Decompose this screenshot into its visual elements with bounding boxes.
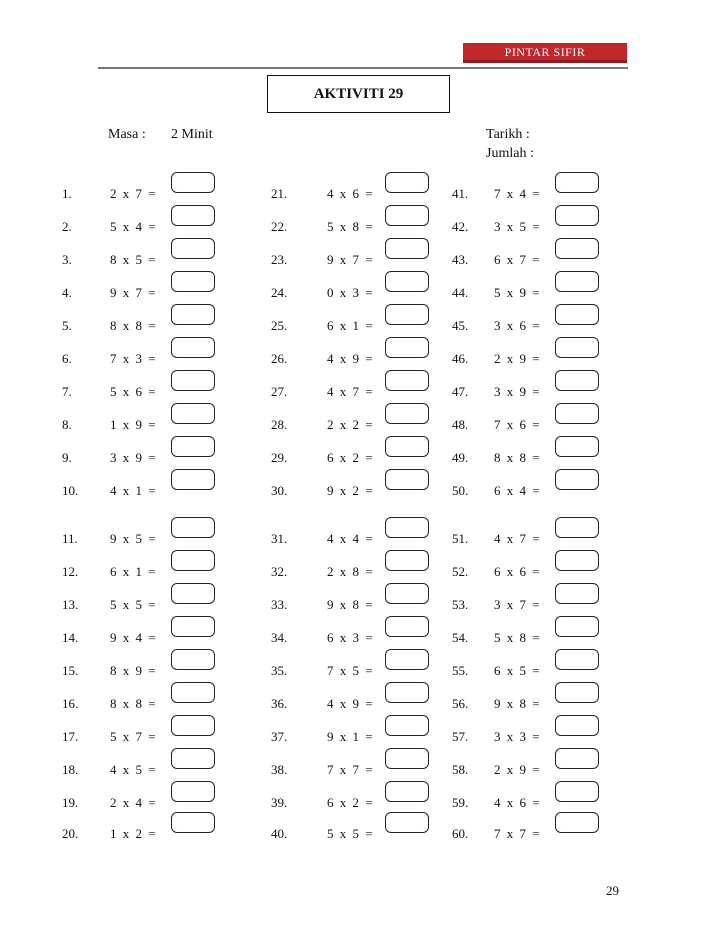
answer-box[interactable]: [385, 172, 429, 193]
problem-expression: 3 x 9 =: [110, 450, 156, 465]
problem-number: 26.: [271, 351, 288, 366]
problem-expression: 2 x 4 =: [110, 795, 156, 810]
problem-number: 60.: [452, 826, 469, 841]
problem-expression: 2 x 2 =: [327, 417, 373, 432]
problem-expression: 6 x 3 =: [327, 630, 373, 645]
problem-number: 17.: [62, 729, 79, 744]
answer-box[interactable]: [555, 781, 599, 802]
problem-number: 7.: [62, 384, 72, 399]
answer-box[interactable]: [171, 550, 215, 571]
problem-number: 47.: [452, 384, 469, 399]
answer-box[interactable]: [385, 469, 429, 490]
problem-expression: 6 x 1 =: [110, 564, 156, 579]
problem-expression: 8 x 8 =: [494, 450, 540, 465]
page-number: 29: [606, 883, 619, 898]
problem-number: 9.: [62, 450, 72, 465]
answer-box[interactable]: [555, 748, 599, 769]
problem-number: 21.: [271, 186, 288, 201]
answer-box[interactable]: [555, 715, 599, 736]
problem-number: 42.: [452, 219, 469, 234]
problem-number: 46.: [452, 351, 469, 366]
problem-number: 56.: [452, 696, 469, 711]
problem-number: 6.: [62, 351, 72, 366]
answer-box[interactable]: [171, 715, 215, 736]
answer-box[interactable]: [555, 550, 599, 571]
tarikh-label: Tarikh :: [486, 127, 530, 142]
problem-number: 11.: [62, 531, 78, 546]
problem-number: 48.: [452, 417, 469, 432]
problem-expression: 5 x 9 =: [494, 285, 540, 300]
problem-number: 51.: [452, 531, 469, 546]
answer-box[interactable]: [385, 436, 429, 457]
answer-box[interactable]: [555, 403, 599, 424]
problem-expression: 9 x 5 =: [110, 531, 156, 546]
problem-number: 14.: [62, 630, 79, 645]
problem-expression: 6 x 7 =: [494, 252, 540, 267]
answer-box[interactable]: [171, 238, 215, 259]
problem-number: 1.: [62, 186, 72, 201]
answer-box[interactable]: [555, 583, 599, 604]
problem-expression: 6 x 5 =: [494, 663, 540, 678]
problem-number: 35.: [271, 663, 288, 678]
problem-number: 12.: [62, 564, 79, 579]
jumlah-label: Jumlah :: [486, 146, 534, 161]
problem-expression: 8 x 8 =: [110, 696, 156, 711]
problem-expression: 4 x 1 =: [110, 483, 156, 498]
problem-number: 15.: [62, 663, 79, 678]
problem-number: 38.: [271, 762, 288, 777]
problem-expression: 5 x 5 =: [327, 826, 373, 841]
problem-number: 19.: [62, 795, 79, 810]
answer-box[interactable]: [171, 748, 215, 769]
problem-expression: 8 x 9 =: [110, 663, 156, 678]
problem-expression: 5 x 8 =: [327, 219, 373, 234]
problem-expression: 5 x 7 =: [110, 729, 156, 744]
problem-number: 20.: [62, 826, 79, 841]
problem-number: 16.: [62, 696, 79, 711]
problem-expression: 9 x 2 =: [327, 483, 373, 498]
answer-box[interactable]: [385, 403, 429, 424]
answer-box[interactable]: [385, 271, 429, 292]
problem-number: 52.: [452, 564, 469, 579]
problem-number: 24.: [271, 285, 288, 300]
answer-box[interactable]: [385, 649, 429, 670]
answer-box[interactable]: [385, 205, 429, 226]
answer-box[interactable]: [555, 238, 599, 259]
answer-box[interactable]: [555, 370, 599, 391]
answer-box[interactable]: [555, 172, 599, 193]
page-title: AKTIVITI 29: [313, 86, 404, 102]
problem-number: 5.: [62, 318, 72, 333]
answer-box[interactable]: [555, 682, 599, 703]
answer-box[interactable]: [385, 616, 429, 637]
problem-expression: 0 x 3 =: [327, 285, 373, 300]
answer-box[interactable]: [385, 812, 429, 833]
problem-number: 30.: [271, 483, 288, 498]
answer-box[interactable]: [171, 337, 215, 358]
answer-box[interactable]: [171, 616, 215, 637]
problem-expression: 2 x 7 =: [110, 186, 156, 201]
answer-box[interactable]: [171, 812, 215, 833]
problem-number: 28.: [271, 417, 288, 432]
problem-expression: 3 x 7 =: [494, 597, 540, 612]
problem-number: 29.: [271, 450, 288, 465]
problem-expression: 9 x 4 =: [110, 630, 156, 645]
problem-expression: 5 x 4 =: [110, 219, 156, 234]
problem-number: 55.: [452, 663, 469, 678]
problem-number: 41.: [452, 186, 469, 201]
problem-number: 34.: [271, 630, 288, 645]
answer-box[interactable]: [385, 748, 429, 769]
answer-box[interactable]: [385, 370, 429, 391]
problem-number: 13.: [62, 597, 79, 612]
problem-expression: 4 x 6 =: [327, 186, 373, 201]
answer-box[interactable]: [171, 271, 215, 292]
answer-box[interactable]: [555, 205, 599, 226]
problem-expression: 3 x 6 =: [494, 318, 540, 333]
problem-expression: 9 x 7 =: [110, 285, 156, 300]
header-tag-label: PINTAR SIFIR: [504, 45, 586, 59]
problem-expression: 1 x 9 =: [110, 417, 156, 432]
problem-expression: 3 x 5 =: [494, 219, 540, 234]
problem-number: 53.: [452, 597, 469, 612]
problem-expression: 9 x 8 =: [327, 597, 373, 612]
problem-number: 33.: [271, 597, 288, 612]
problem-number: 18.: [62, 762, 79, 777]
answer-box[interactable]: [385, 238, 429, 259]
problem-number: 10.: [62, 483, 79, 498]
problem-number: 36.: [271, 696, 288, 711]
answer-box[interactable]: [555, 812, 599, 833]
problem-number: 59.: [452, 795, 469, 810]
problem-expression: 4 x 7 =: [494, 531, 540, 546]
problem-expression: 2 x 8 =: [327, 564, 373, 579]
problem-expression: 7 x 6 =: [494, 417, 540, 432]
problem-expression: 4 x 6 =: [494, 795, 540, 810]
answer-box[interactable]: [171, 436, 215, 457]
problem-expression: 6 x 2 =: [327, 450, 373, 465]
masa-value: 2 Minit: [171, 127, 213, 142]
problem-number: 27.: [271, 384, 288, 399]
answer-box[interactable]: [385, 682, 429, 703]
problem-expression: 6 x 4 =: [494, 483, 540, 498]
problem-expression: 5 x 8 =: [494, 630, 540, 645]
problem-number: 3.: [62, 252, 72, 267]
problem-number: 37.: [271, 729, 288, 744]
problem-expression: 6 x 2 =: [327, 795, 373, 810]
problem-expression: 6 x 6 =: [494, 564, 540, 579]
problem-number: 45.: [452, 318, 469, 333]
answer-box[interactable]: [385, 517, 429, 538]
problem-expression: 7 x 4 =: [494, 186, 540, 201]
problem-expression: 2 x 9 =: [494, 762, 540, 777]
problem-number: 43.: [452, 252, 469, 267]
problem-number: 58.: [452, 762, 469, 777]
problem-expression: 5 x 6 =: [110, 384, 156, 399]
answer-box[interactable]: [171, 370, 215, 391]
problem-expression: 4 x 5 =: [110, 762, 156, 777]
answer-box[interactable]: [385, 304, 429, 325]
answer-box[interactable]: [171, 469, 215, 490]
answer-box[interactable]: [555, 436, 599, 457]
problem-expression: 8 x 5 =: [110, 252, 156, 267]
problem-expression: 7 x 7 =: [327, 762, 373, 777]
problem-expression: 4 x 4 =: [327, 531, 373, 546]
answer-box[interactable]: [171, 583, 215, 604]
problem-number: 4.: [62, 285, 72, 300]
problem-expression: 6 x 1 =: [327, 318, 373, 333]
answer-box[interactable]: [171, 205, 215, 226]
problem-number: 57.: [452, 729, 469, 744]
problem-number: 49.: [452, 450, 469, 465]
problem-expression: 2 x 9 =: [494, 351, 540, 366]
problem-expression: 9 x 8 =: [494, 696, 540, 711]
problem-number: 32.: [271, 564, 288, 579]
problem-number: 54.: [452, 630, 469, 645]
answer-box[interactable]: [555, 517, 599, 538]
problem-expression: 1 x 2 =: [110, 826, 156, 841]
problem-expression: 4 x 9 =: [327, 696, 373, 711]
problem-expression: 7 x 7 =: [494, 826, 540, 841]
answer-box[interactable]: [555, 649, 599, 670]
problem-number: 40.: [271, 826, 288, 841]
problem-number: 44.: [452, 285, 469, 300]
answer-box[interactable]: [385, 550, 429, 571]
problem-number: 22.: [271, 219, 288, 234]
answer-box[interactable]: [171, 649, 215, 670]
problem-number: 23.: [271, 252, 288, 267]
answer-box[interactable]: [171, 517, 215, 538]
problem-expression: 4 x 7 =: [327, 384, 373, 399]
problem-expression: 8 x 8 =: [110, 318, 156, 333]
answer-box[interactable]: [555, 337, 599, 358]
problem-number: 2.: [62, 219, 72, 234]
answer-box[interactable]: [555, 616, 599, 637]
answer-box[interactable]: [385, 583, 429, 604]
answer-box[interactable]: [555, 469, 599, 490]
problem-expression: 3 x 3 =: [494, 729, 540, 744]
answer-box[interactable]: [171, 781, 215, 802]
answer-box[interactable]: [385, 337, 429, 358]
problem-number: 8.: [62, 417, 72, 432]
problem-expression: 5 x 5 =: [110, 597, 156, 612]
problem-number: 39.: [271, 795, 288, 810]
answer-box[interactable]: [171, 172, 215, 193]
problem-expression: 9 x 1 =: [327, 729, 373, 744]
masa-label: Masa :: [108, 127, 146, 142]
answer-box[interactable]: [555, 271, 599, 292]
problem-expression: 7 x 5 =: [327, 663, 373, 678]
answer-box[interactable]: [171, 403, 215, 424]
problem-expression: 3 x 9 =: [494, 384, 540, 399]
problem-number: 25.: [271, 318, 288, 333]
problem-expression: 4 x 9 =: [327, 351, 373, 366]
problem-number: 31.: [271, 531, 288, 546]
answer-box[interactable]: [555, 304, 599, 325]
answer-box[interactable]: [171, 304, 215, 325]
problem-expression: 9 x 7 =: [327, 252, 373, 267]
problem-number: 50.: [452, 483, 469, 498]
answer-box[interactable]: [385, 781, 429, 802]
answer-box[interactable]: [171, 682, 215, 703]
problem-expression: 7 x 3 =: [110, 351, 156, 366]
answer-box[interactable]: [385, 715, 429, 736]
